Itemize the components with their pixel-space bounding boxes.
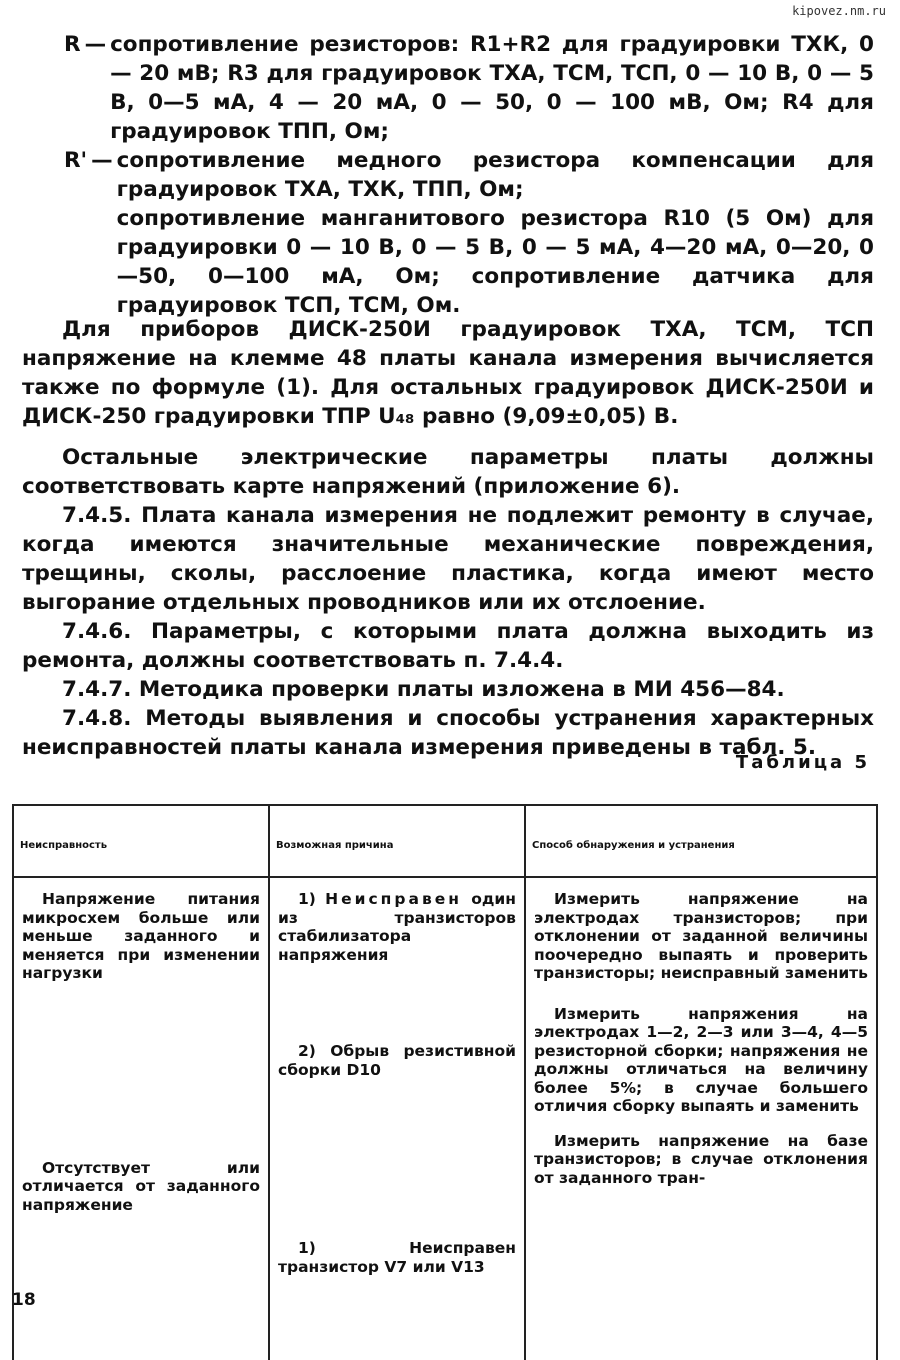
definition-dash: — <box>84 32 107 57</box>
cause-number: 1) <box>298 890 316 908</box>
definition-text <box>117 146 874 320</box>
definition-line: сопротивление медного резистора компенсации для градуировок ТХА, ТХК, ТПП, Ом; <box>116 148 874 202</box>
fault-cell <box>13 877 269 1360</box>
paragraph: Для приборов ДИСК-250И градуировок ТХА, ТСМ, ТСП напряжение на клемме 48 платы канала измерения вычисляется также по формуле (1). Для остальных градуировок ДИСК-250И и ДИСК-250 градуировки ТПР U₄₈ равно (9,09±0,05) В. <box>22 317 874 429</box>
definition-text <box>110 30 874 146</box>
cause-item <box>278 1042 516 1079</box>
paragraph: 7.4.6. Параметры, с которыми плата должна выходить из ремонта, должны соответствовать п. 7.4.4. <box>22 619 874 673</box>
definition-r-prime <box>64 146 874 320</box>
watermark: kipovez.nm.ru <box>792 4 886 18</box>
paragraph: Остальные электрические параметры платы должны соответствовать карте напряжений (приложение 6). <box>22 445 874 499</box>
table-5 <box>12 804 878 1360</box>
header-remedy: Способ обнаружения и устранения <box>525 805 877 877</box>
remedy-text: Измерить напряжение на базе транзисторов; в случае отклонения от заданного тран- <box>534 1131 868 1187</box>
cause-item <box>278 890 516 964</box>
cause-number: 1) <box>298 1239 316 1257</box>
paragraph: 7.4.8. Методы выявления и способы устранения характерных неисправностей платы канала измерения приведены в табл. 5. <box>22 706 874 760</box>
definitions-list <box>64 30 874 320</box>
definition-line: сопротивление резисторов: R1+R2 для градуировки ТХК, 0 — 20 мВ; R3 для градуировок ТХА, ТСМ, ТСП, 0 — 10 В, 0 — 5 В, 0—5 мА, 4 — 20 мА, 0 — 50, 0 — 100 мВ, Ом; R4 для градуировок ТПП, Ом; <box>110 32 874 144</box>
remedy-cell <box>525 877 877 1360</box>
table-row <box>13 877 877 1360</box>
header-cause: Возможная причина <box>269 805 525 877</box>
paragraph: 7.4.7. Методика проверки платы изложена в МИ 456—84. <box>62 677 785 702</box>
cause-item <box>278 1239 516 1276</box>
definition-symbol: R <box>64 32 81 57</box>
remedy-text: Измерить напряжение на электродах транзисторов; при отклонении от заданной величины поочередно выпаять и проверить транзисторы; неисправный заменить <box>534 890 868 982</box>
paragraph: 7.4.5. Плата канала измерения не подлежит ремонту в случае, когда имеются значительные механические повреждения, трещины, сколы, расслоение пластика, когда имеют место выгорание отдельных проводников или их отслоение. <box>22 503 874 615</box>
cause-text: Неисправен транзистор V7 или V13 <box>278 1239 516 1276</box>
header-fault: Неисправность <box>13 805 269 877</box>
table-title: Таблица 5 <box>735 752 870 773</box>
cause-number: 2) <box>298 1042 316 1060</box>
definition-dash: — <box>91 148 113 173</box>
fault-text: Отсутствует или отличается от заданного напряжение <box>22 1158 260 1214</box>
fault-text: Напряжение питания микросхем больше или меньше заданного и меняется при изменении нагрузки <box>22 890 260 982</box>
table-header-row <box>13 805 877 877</box>
cause-cell <box>269 877 525 1360</box>
cause-text: Обрыв резистивной сборки D10 <box>278 1042 516 1079</box>
definition-line: сопротивление манганитового резистора R10 (5 Ом) для градуировки 0 — 10 В, 0 — 5 В, 0 — 5 мА, 4—20 мА, 0—20, 0—50, 0—100 мА, Ом; сопротивление датчика для градуировок ТСП, ТСМ, Ом. <box>116 206 874 318</box>
remedy-text: Измерить напряжения на электродах 1—2, 2—3 или 3—4, 4—5 резисторной сборки; напряжения не должны отличаться на величину более 5%; в случае большего отличия сборку выпаять и заменить <box>534 1004 868 1115</box>
cause-text: один из транзисторов стабилизатора напряжения <box>278 890 516 964</box>
body-text <box>22 315 874 762</box>
cause-emphasis: Неисправен <box>325 890 462 908</box>
page-number: 18 <box>12 1290 36 1310</box>
definition-symbol: R' <box>64 148 88 173</box>
definition-r <box>64 30 874 146</box>
